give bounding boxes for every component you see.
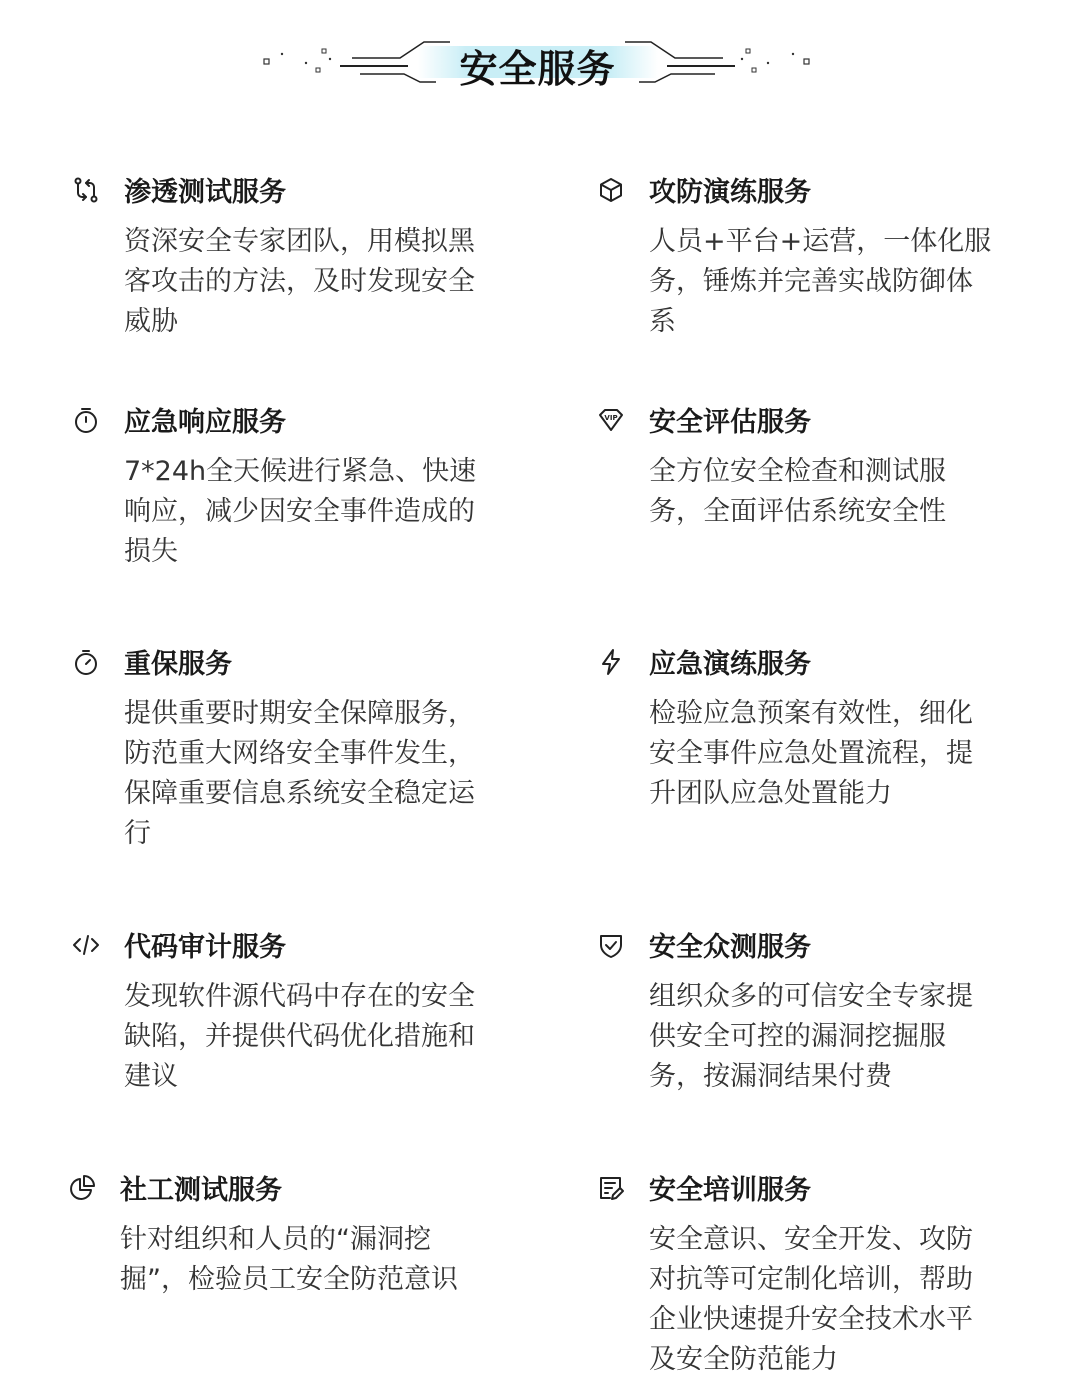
- service-description: 全方位安全检查和测试服务，全面评估系统安全性: [649, 456, 946, 527]
- page-title: 安全服务: [459, 47, 616, 91]
- shield-check-icon: [597, 931, 625, 959]
- service-title: 代码审计服务: [124, 932, 286, 963]
- service-description: 针对组织和人员的“漏洞挖掘”，检验员工安全防范意识: [120, 1224, 458, 1295]
- service-description: 发现软件源代码中存在的安全缺陷，并提供代码优化措施和建议: [124, 981, 475, 1092]
- service-title: 社工测试服务: [120, 1175, 282, 1206]
- service-title: 重保服务: [124, 649, 232, 680]
- service-description: 提供重要时期安全保障服务，防范重大网络安全事件发生，保障重要信息系统安全稳定运行: [124, 698, 475, 849]
- service-description: 7*24h全天候进行紧急、快速响应，减少因安全事件造成的损失: [124, 456, 477, 567]
- stopwatch-icon: [72, 406, 100, 434]
- service-description: 资深安全专家团队，用模拟黑客攻击的方法，及时发现安全威胁: [124, 226, 475, 337]
- service-description: 检验应急预案有效性，细化安全事件应急处置流程，提升团队应急处置能力: [649, 698, 973, 809]
- service-description: 安全意识、安全开发、攻防对抗等可定制化培训，帮助企业快速提升安全技术水平及安全防范能力: [649, 1224, 973, 1375]
- service-title: 应急演练服务: [649, 649, 811, 680]
- cube-icon: [597, 176, 625, 204]
- code-icon: [72, 931, 100, 959]
- service-title: 应急响应服务: [124, 407, 286, 438]
- service-title: 安全培训服务: [649, 1175, 811, 1206]
- service-title: 安全评估服务: [649, 407, 811, 438]
- timer-icon: [72, 648, 100, 676]
- branch-swap-icon: [72, 176, 100, 204]
- service-description: 人员+平台+运营，一体化服务，锤炼并完善实战防御体系: [649, 226, 992, 337]
- service-title: 安全众测服务: [649, 932, 811, 963]
- service-title: 攻防演练服务: [649, 177, 811, 208]
- svg-text:VIP: VIP: [604, 414, 618, 422]
- pie-chart-icon: [68, 1174, 96, 1202]
- lightning-icon: [597, 648, 625, 676]
- service-title: 渗透测试服务: [124, 177, 286, 208]
- vip-diamond-icon: [597, 406, 625, 434]
- service-description: 组织众多的可信安全专家提供安全可控的漏洞挖掘服务，按漏洞结果付费: [649, 981, 973, 1092]
- document-edit-icon: [597, 1174, 625, 1202]
- section-banner: [0, 0, 1075, 110]
